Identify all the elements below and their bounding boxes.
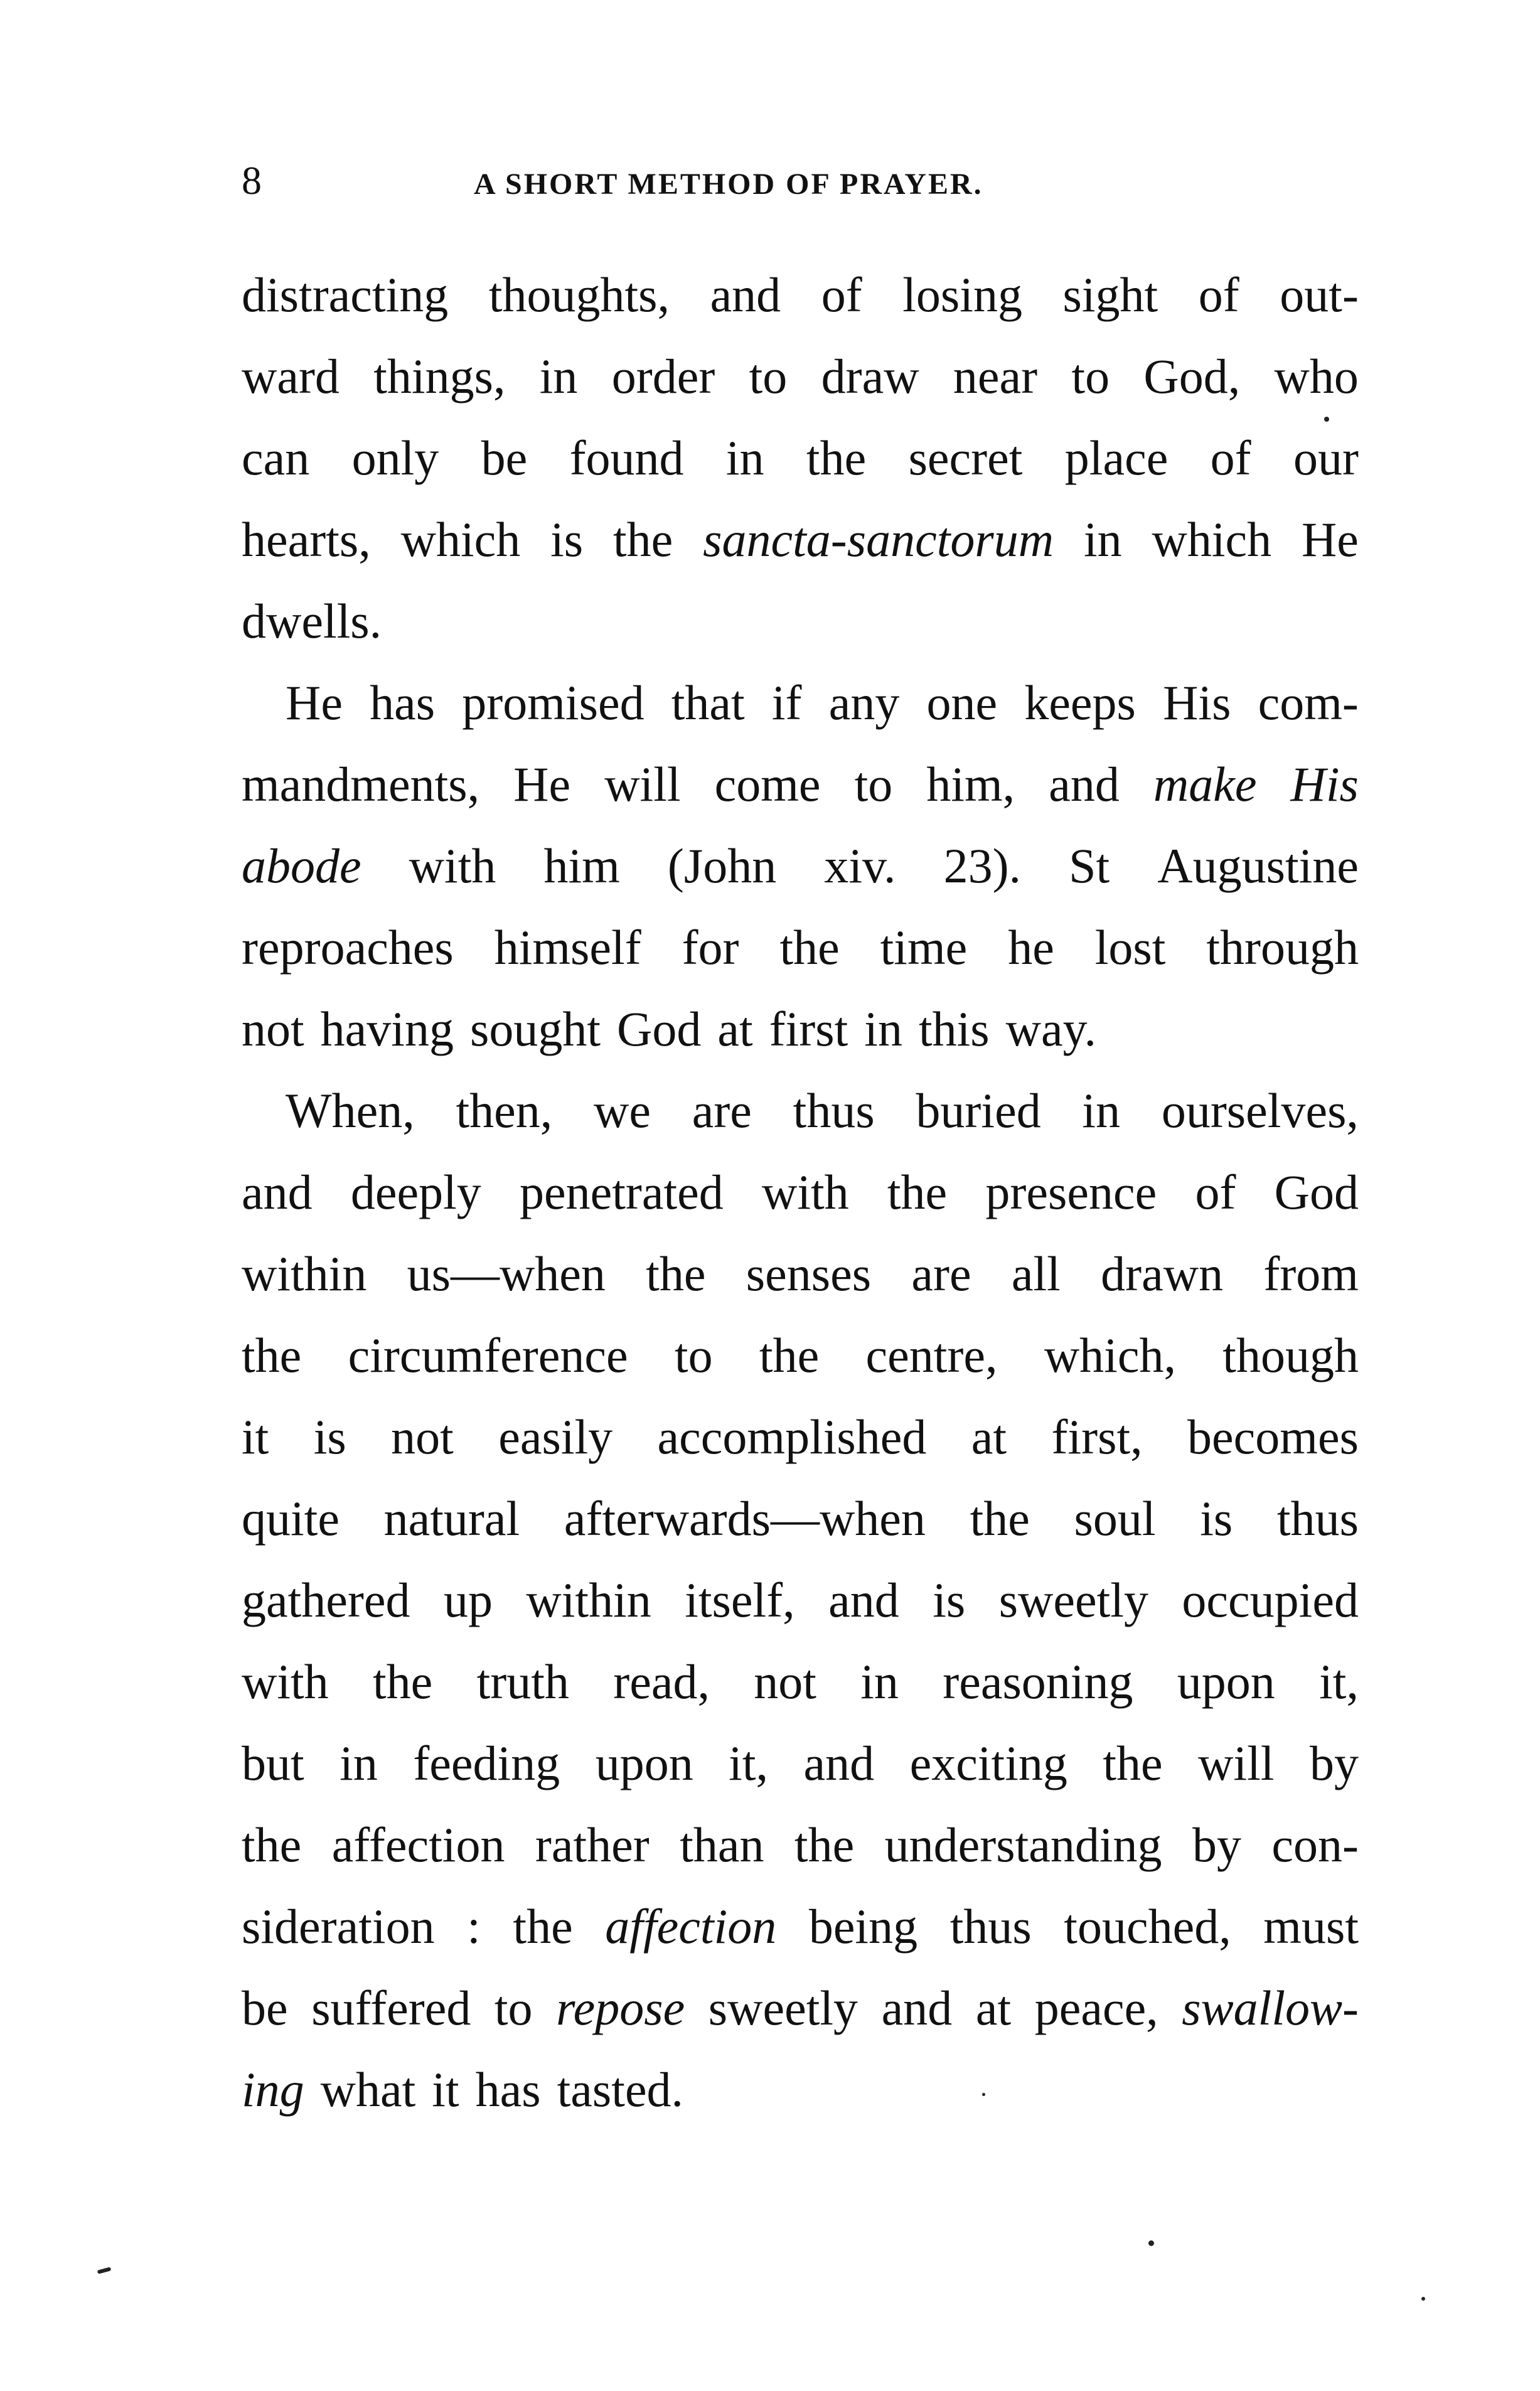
text-word: repose: [556, 1981, 685, 2035]
text-word: one: [926, 675, 998, 730]
print-speck: [1421, 2297, 1425, 2301]
text-word: which,: [1044, 1328, 1176, 1383]
text-word: has: [475, 2062, 541, 2117]
text-word: it: [432, 2062, 459, 2117]
text-line: [242, 1243, 1359, 1305]
text-word: He: [1301, 512, 1359, 567]
text-word: truth: [476, 1654, 569, 1709]
text-word: must: [1263, 1899, 1359, 1954]
text-word: is: [933, 1573, 966, 1627]
text-line: [242, 1814, 1359, 1876]
text-word: are: [692, 1083, 752, 1138]
text-word: we: [594, 1083, 651, 1138]
text-line: [286, 1079, 1359, 1142]
text-word: which: [1152, 512, 1272, 567]
print-speck: [97, 2267, 112, 2274]
text-word: afterwards—when: [564, 1491, 926, 1546]
text-word: and: [803, 1736, 875, 1790]
text-word: His: [1290, 757, 1359, 811]
text-word: sweetly: [998, 1573, 1148, 1627]
text-word: not: [242, 1002, 304, 1056]
page-header: [242, 156, 1359, 206]
text-word: order: [611, 349, 715, 404]
text-word: having: [320, 1002, 454, 1056]
text-word: near: [953, 349, 1038, 404]
text-word: things,: [373, 349, 506, 404]
text-word: be: [242, 1981, 288, 2035]
text-word: becomes: [1187, 1409, 1359, 1464]
text-word: the: [759, 1328, 820, 1383]
text-word: him,: [926, 757, 1015, 811]
text-word: rather: [535, 1817, 650, 1872]
text-word: deeply: [350, 1165, 481, 1219]
text-word: us—when: [407, 1246, 606, 1301]
text-line: [242, 590, 1359, 653]
text-word: of: [1210, 431, 1251, 485]
text-word: all: [1011, 1246, 1061, 1301]
text-word: quite: [242, 1491, 340, 1546]
text-word: ing: [242, 2062, 304, 2117]
text-word: losing: [902, 267, 1022, 322]
text-word: at: [717, 1002, 753, 1056]
text-word: natural: [383, 1491, 520, 1546]
text-word: what: [320, 2062, 416, 2117]
text-word: upon: [595, 1736, 693, 1790]
text-word: to: [674, 1328, 713, 1383]
text-word: him: [543, 838, 620, 893]
text-word: being: [808, 1899, 918, 1954]
text-word: the: [612, 512, 673, 567]
text-word: if: [771, 675, 802, 730]
text-word: is: [550, 512, 584, 567]
page-number: 8: [242, 158, 262, 203]
text-word: and: [242, 1165, 313, 1219]
text-word: in: [864, 1002, 902, 1056]
text-word: the: [513, 1899, 573, 1954]
text-line: [242, 1324, 1359, 1387]
text-word: though: [1222, 1328, 1359, 1383]
text-word: distracting: [242, 267, 449, 322]
text-word: but: [242, 1736, 304, 1790]
text-word: the: [242, 1328, 302, 1383]
text-word: himself: [494, 920, 641, 975]
text-word: with: [242, 1654, 329, 1709]
text-word: thus: [1276, 1491, 1359, 1546]
text-word: gathered: [242, 1573, 410, 1627]
text-word: at: [971, 1409, 1007, 1464]
text-word: in: [1082, 1083, 1121, 1138]
text-word: St: [1069, 838, 1110, 893]
text-word: of: [821, 267, 862, 322]
text-word: swallow-: [1182, 1981, 1359, 2035]
text-word: exciting: [909, 1736, 1067, 1790]
text-word: in: [725, 431, 764, 485]
text-line: [242, 508, 1359, 571]
text-word: in: [539, 349, 578, 404]
text-word: the: [372, 1654, 433, 1709]
text-word: not: [391, 1409, 454, 1464]
text-word: has: [370, 675, 436, 730]
text-word: lost: [1094, 920, 1166, 975]
text-word: thus: [793, 1083, 875, 1138]
text-word: and: [1049, 757, 1120, 811]
text-word: be: [481, 431, 528, 485]
text-word: through: [1206, 920, 1359, 975]
text-word: make: [1153, 757, 1257, 811]
text-line: [242, 1650, 1359, 1713]
text-word: sideration: [242, 1899, 435, 1954]
text-word: by: [1309, 1736, 1359, 1790]
text-line: [242, 1977, 1359, 2040]
text-word: it,: [1319, 1654, 1359, 1709]
text-word: and: [828, 1573, 899, 1627]
text-word: he: [1008, 920, 1054, 975]
text-word: God: [1274, 1165, 1359, 1219]
text-word: first: [769, 1002, 848, 1056]
text-word: with: [409, 838, 496, 893]
text-word: it: [242, 1409, 269, 1464]
text-word: the: [794, 1817, 855, 1872]
text-word: come: [714, 757, 821, 811]
text-word: reasoning: [943, 1654, 1133, 1709]
text-word: suffered: [311, 1981, 471, 2035]
text-word: for: [682, 920, 739, 975]
text-word: itself,: [685, 1573, 795, 1627]
text-word: will: [604, 757, 681, 811]
text-word: found: [569, 431, 684, 485]
text-word: com-: [1258, 675, 1359, 730]
text-word: sought: [469, 1002, 601, 1056]
text-word: hearts,: [242, 512, 371, 567]
text-word: ward: [242, 349, 340, 404]
text-word: upon: [1177, 1654, 1275, 1709]
text-word: He: [513, 757, 571, 811]
text-word: way.: [1005, 1002, 1097, 1056]
text-word: out-: [1280, 267, 1359, 322]
text-word: affection: [331, 1817, 505, 1872]
text-word: in: [860, 1654, 899, 1709]
text-line: [242, 264, 1359, 326]
text-word: xiv.: [824, 838, 896, 893]
text-word: draw: [821, 349, 919, 404]
text-word: the: [970, 1491, 1030, 1546]
text-word: tasted.: [557, 2062, 684, 2117]
text-word: which: [400, 512, 521, 567]
text-word: it,: [729, 1736, 769, 1790]
text-line: [242, 1569, 1359, 1632]
text-word: secret: [908, 431, 1023, 485]
text-word: senses: [746, 1246, 872, 1301]
text-word: soul: [1074, 1491, 1156, 1546]
text-word: to: [854, 757, 893, 811]
text-word: than: [680, 1817, 764, 1872]
text-word: first,: [1051, 1409, 1143, 1464]
text-word: any: [828, 675, 900, 730]
text-line: [242, 1732, 1359, 1795]
text-word: in: [340, 1736, 378, 1790]
text-word: is: [313, 1409, 346, 1464]
text-word: that: [671, 675, 745, 730]
print-speck: [1324, 417, 1329, 422]
text-word: to: [1071, 349, 1110, 404]
text-line: [242, 753, 1359, 816]
text-word: circumference: [348, 1328, 628, 1383]
text-word: easily: [498, 1409, 613, 1464]
text-word: peace,: [1034, 1981, 1158, 2035]
text-word: at: [975, 1981, 1012, 2035]
text-word: then,: [456, 1083, 553, 1138]
text-line: [242, 835, 1359, 897]
print-speck: [982, 2093, 985, 2096]
text-word: penetrated: [519, 1165, 724, 1219]
text-word: :: [467, 1899, 481, 1954]
text-word: thus: [949, 1899, 1032, 1954]
text-word: read,: [613, 1654, 710, 1709]
text-word: ourselves,: [1161, 1083, 1359, 1138]
text-word: sancta-sanctorum: [703, 512, 1054, 567]
text-word: time: [880, 920, 968, 975]
text-word: presence: [985, 1165, 1157, 1219]
text-word: to: [494, 1981, 533, 2035]
text-word: He: [286, 675, 343, 730]
text-word: not: [754, 1654, 816, 1709]
text-word: by: [1192, 1817, 1241, 1872]
text-word: the: [1103, 1736, 1163, 1790]
text-word: to: [749, 349, 788, 404]
text-word: Augustine: [1157, 838, 1359, 893]
text-word: God,: [1143, 349, 1241, 404]
text-line: [242, 1487, 1359, 1550]
text-word: reproaches: [242, 920, 454, 975]
text-word: can: [242, 431, 310, 485]
text-line: [242, 1406, 1359, 1468]
text-word: the: [242, 1817, 302, 1872]
text-word: occupied: [1182, 1573, 1359, 1627]
text-word: abode: [242, 838, 361, 893]
text-word: 23).: [943, 838, 1022, 893]
text-word: is: [1200, 1491, 1233, 1546]
text-word: promised: [462, 675, 644, 730]
text-line: [242, 427, 1359, 489]
text-word: our: [1293, 431, 1359, 485]
print-speck: [1148, 2240, 1154, 2246]
text-word: When,: [286, 1083, 415, 1138]
text-word: with: [762, 1165, 849, 1219]
text-word: place: [1064, 431, 1168, 485]
text-line: [242, 998, 1359, 1061]
text-word: touched,: [1064, 1899, 1231, 1954]
text-word: His: [1163, 675, 1231, 730]
text-word: and: [881, 1981, 953, 2035]
text-word: thoughts,: [488, 267, 670, 322]
text-word: centre,: [865, 1328, 998, 1383]
text-line: [242, 916, 1359, 979]
text-word: buried: [916, 1083, 1041, 1138]
text-word: this: [918, 1002, 990, 1056]
text-word: sweetly: [708, 1981, 858, 2035]
text-line: [286, 671, 1359, 734]
text-word: from: [1263, 1246, 1359, 1301]
text-word: con-: [1271, 1817, 1359, 1872]
text-word: up: [443, 1573, 493, 1627]
text-word: of: [1198, 267, 1239, 322]
text-word: the: [646, 1246, 706, 1301]
text-word: of: [1195, 1165, 1236, 1219]
text-word: understanding: [884, 1817, 1162, 1872]
text-word: (John: [667, 838, 777, 893]
text-word: within: [526, 1573, 651, 1627]
text-line: [242, 1895, 1359, 1958]
text-line: [242, 345, 1359, 408]
text-word: feeding: [413, 1736, 560, 1790]
text-word: God: [617, 1002, 702, 1056]
text-word: who: [1274, 349, 1359, 404]
text-line: [242, 2058, 1359, 2121]
running-head: A SHORT METHOD OF PRAYER.: [474, 168, 983, 201]
text-word: keeps: [1024, 675, 1136, 730]
text-word: the: [887, 1165, 948, 1219]
text-word: affection: [605, 1899, 777, 1954]
text-word: are: [911, 1246, 971, 1301]
text-word: will: [1198, 1736, 1275, 1790]
text-word: drawn: [1101, 1246, 1224, 1301]
text-word: sight: [1062, 267, 1158, 322]
text-word: dwells.: [242, 594, 382, 648]
text-line: [242, 1161, 1359, 1224]
text-word: in: [1083, 512, 1122, 567]
text-word: only: [351, 431, 439, 485]
text-word: the: [779, 920, 840, 975]
text-word: and: [710, 267, 781, 322]
text-word: within: [242, 1246, 367, 1301]
text-word: mandments,: [242, 757, 480, 811]
text-word: the: [806, 431, 867, 485]
text-word: accomplished: [657, 1409, 927, 1464]
